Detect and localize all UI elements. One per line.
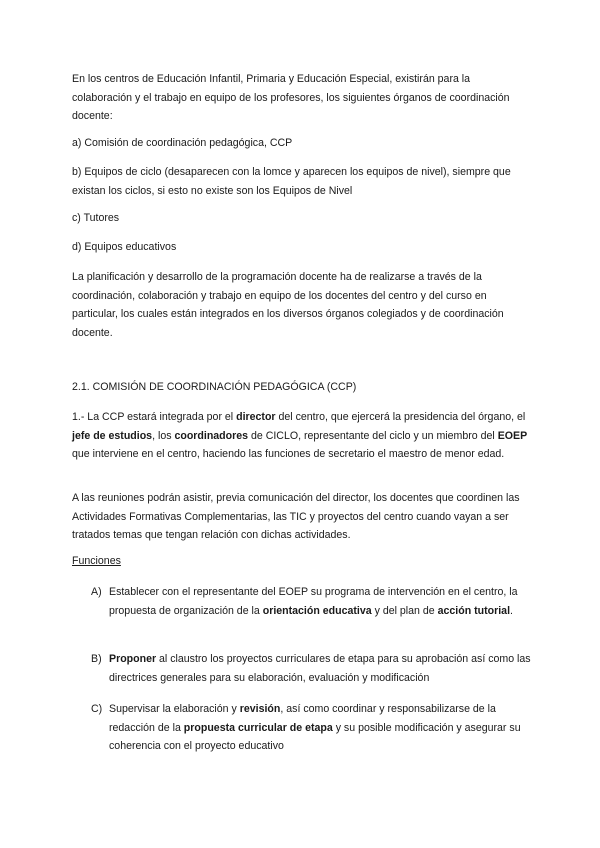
function-item-b	[91, 650, 531, 687]
function-item-a	[91, 583, 531, 620]
section-heading: 2.1. COMISIÓN DE COORDINACIÓN PEDAGÓGICA (CCP)	[72, 381, 357, 393]
item-text: Supervisar la elaboración y revisión, así como coordinar y responsabilizarse de la redacción de la propuesta curricular de etapa y su posible modificación y asegurar su coherencia con el proyecto educativo	[109, 703, 521, 752]
list-item-c: c) Tutores	[72, 212, 120, 224]
bold-eoep: EOEP	[497, 429, 528, 442]
bold-director: director	[236, 411, 276, 423]
bold-jefe-estudios: jefe de estudios	[72, 429, 153, 442]
bold-coordinadores: coordinadores	[174, 429, 249, 442]
functions-heading: Funciones	[72, 555, 121, 567]
ccp-composition-paragraph: 1.- La CCP estará integrada por el director del centro, que ejercerá la presidencia del órgano, el jefe de estudios, los coordinadores de CICLO, representante del ciclo y un miembro del EOEP que interviene en el centro, haciendo las funciones de secretario el maestro de menor edad.	[72, 411, 528, 460]
item-marker: B)	[91, 653, 102, 665]
list-item-a: a) Comisión de coordinación pedagógica, CCP	[72, 137, 293, 149]
item-marker: A)	[91, 586, 102, 598]
item-text: Establecer con el representante del EOEP su programa de intervención en el centro, la propuesta de organización de la orientación educativa y del plan de acción tutorial.	[109, 586, 518, 617]
list-item-d: d) Equipos educativos	[72, 241, 177, 253]
item-marker: C)	[91, 703, 103, 715]
meetings-paragraph: A las reuniones podrán asistir, previa comunicación del director, los docentes que coordinen las Actividades Formativas Complementarias, las TIC y proyectos del centro cuando vayan a ser tratados temas que tengan relación con dichas actividades.	[72, 492, 520, 541]
item-text: Proponer al claustro los proyectos curriculares de etapa para su aprobación así como las directrices generales para su elaboración, evaluación y modificación	[109, 653, 531, 684]
planning-paragraph: La planificación y desarrollo de la programación docente ha de realizarse a través de la coordinación, colaboración y trabajo en equipo de los docentes del centro y del curso en particular, los cuales están integrados en los diversos órganos colegiados y de coordinación docente.	[72, 271, 504, 339]
intro-paragraph: En los centros de Educación Infantil, Primaria y Educación Especial, existirán para la colaboración y el trabajo en equipo de los profesores, los siguientes órganos de coordinación docente:	[72, 73, 510, 122]
list-item-b: b) Equipos de ciclo (desaparecen con la lomce y aparecen los equipos de nivel), siempre que existan los ciclos, si esto no existe son los Equipos de Nivel	[72, 166, 511, 197]
function-item-c	[91, 700, 531, 756]
